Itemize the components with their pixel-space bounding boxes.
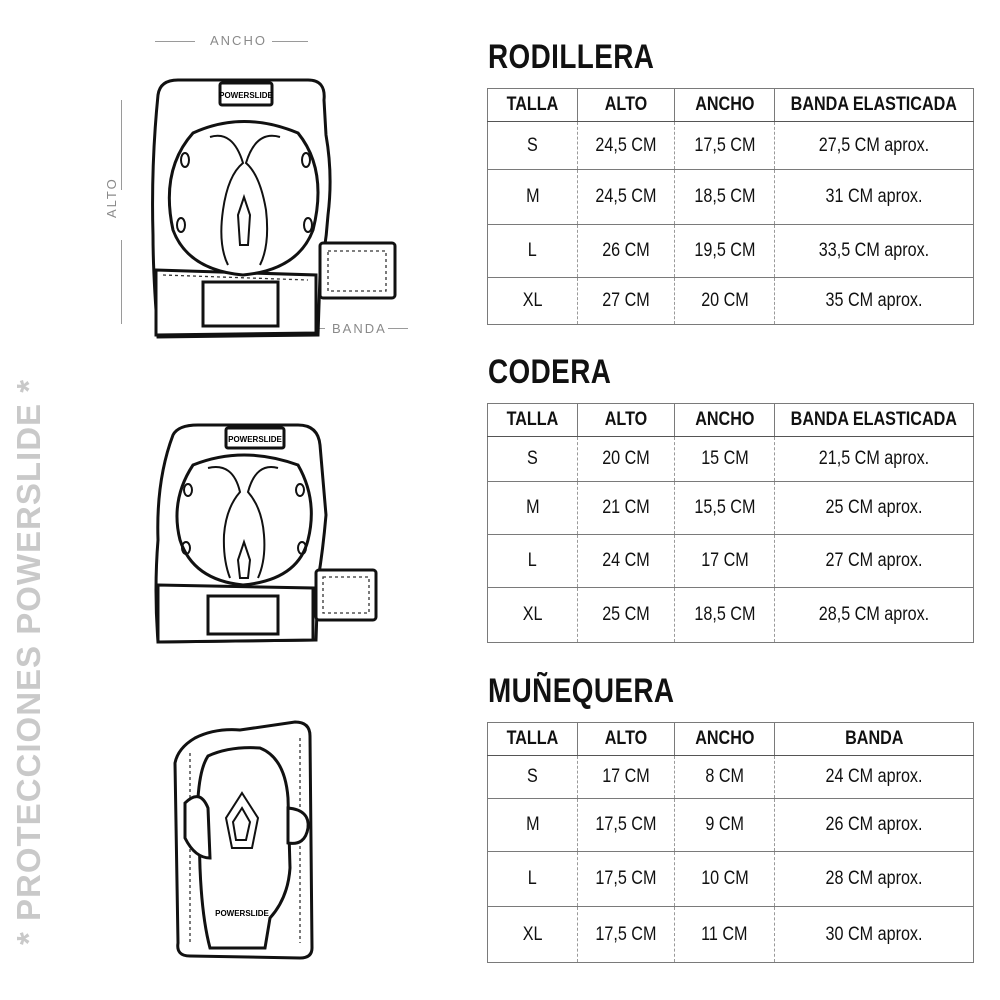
elbow-pad-title: CODERA: [488, 353, 612, 391]
cell-banda: 27,5 CM aprox.: [775, 122, 974, 170]
table-row: [488, 225, 974, 278]
knee-pad-title: RODILLERA: [488, 38, 655, 76]
cell-talla: M: [488, 799, 578, 852]
height-line-top: [121, 100, 122, 190]
wrist-guard-title: MUÑEQUERA: [488, 672, 675, 710]
cell-alto: 17 CM: [578, 756, 675, 799]
cell-banda: 31 CM aprox.: [775, 170, 974, 225]
cell-banda: 21,5 CM aprox.: [775, 437, 974, 482]
cell-alto: 26 CM: [578, 225, 675, 278]
table-row: [488, 588, 974, 643]
header-ancho: ANCHO: [675, 89, 775, 122]
header-talla: TALLA: [488, 89, 578, 122]
cell-alto: 17,5 CM: [578, 799, 675, 852]
wrist-guard-size-table: [487, 722, 974, 963]
cell-ancho: 9 CM: [675, 799, 775, 852]
cell-ancho: 15,5 CM: [675, 482, 775, 535]
table-row: [488, 122, 974, 170]
wrist-guard-illustration: [170, 718, 320, 963]
cell-ancho: 18,5 CM: [675, 170, 775, 225]
cell-talla: XL: [488, 907, 578, 963]
cell-ancho: 15 CM: [675, 437, 775, 482]
cell-banda: 28 CM aprox.: [775, 852, 974, 907]
cell-ancho: 17 CM: [675, 535, 775, 588]
cell-ancho: 10 CM: [675, 852, 775, 907]
width-label: ANCHO: [210, 33, 267, 48]
header-talla: TALLA: [488, 404, 578, 437]
side-label: * PROTECCIONES POWERSLIDE *: [10, 378, 47, 945]
header-ancho: ANCHO: [675, 723, 775, 756]
cell-talla: M: [488, 170, 578, 225]
cell-alto: 24,5 CM: [578, 122, 675, 170]
header-alto: ALTO: [578, 723, 675, 756]
cell-banda: 33,5 CM aprox.: [775, 225, 974, 278]
cell-alto: 17,5 CM: [578, 852, 675, 907]
header-banda: BANDA ELASTICADA: [775, 404, 974, 437]
cell-alto: 27 CM: [578, 278, 675, 325]
cell-ancho: 17,5 CM: [675, 122, 775, 170]
header-alto: ALTO: [578, 404, 675, 437]
table-row: [488, 278, 974, 325]
table-row: [488, 535, 974, 588]
cell-ancho: 19,5 CM: [675, 225, 775, 278]
cell-alto: 21 CM: [578, 482, 675, 535]
brand-print-knee: POWERSLIDE: [219, 91, 273, 100]
width-line-left: [155, 41, 195, 42]
table-row: [488, 756, 974, 799]
knee-pad-size-table: [487, 88, 974, 325]
cell-banda: 30 CM aprox.: [775, 907, 974, 963]
cell-banda: 26 CM aprox.: [775, 799, 974, 852]
cell-ancho: 18,5 CM: [675, 588, 775, 643]
cell-talla: M: [488, 482, 578, 535]
table-header-row: [488, 723, 974, 756]
elbow-pad-size-table: [487, 403, 974, 643]
table-row: [488, 170, 974, 225]
cell-banda: 27 CM aprox.: [775, 535, 974, 588]
width-line-right: [272, 41, 308, 42]
cell-talla: L: [488, 225, 578, 278]
cell-banda: 25 CM aprox.: [775, 482, 974, 535]
cell-ancho: 11 CM: [675, 907, 775, 963]
table-row: [488, 907, 974, 963]
height-line-bottom: [121, 240, 122, 324]
brand-print-elbow: POWERSLIDE: [228, 435, 282, 444]
cell-talla: S: [488, 437, 578, 482]
height-label: ALTO: [104, 177, 119, 218]
table-row: [488, 437, 974, 482]
cell-alto: 24 CM: [578, 535, 675, 588]
table-header-row: [488, 404, 974, 437]
cell-banda: 35 CM aprox.: [775, 278, 974, 325]
table-header-row: [488, 89, 974, 122]
header-banda: BANDA ELASTICADA: [775, 89, 974, 122]
band-label: BANDA: [332, 321, 387, 336]
cell-ancho: 8 CM: [675, 756, 775, 799]
cell-talla: S: [488, 756, 578, 799]
table-row: [488, 799, 974, 852]
cell-talla: L: [488, 852, 578, 907]
cell-alto: 24,5 CM: [578, 170, 675, 225]
header-alto: ALTO: [578, 89, 675, 122]
header-ancho: ANCHO: [675, 404, 775, 437]
table-row: [488, 482, 974, 535]
cell-alto: 20 CM: [578, 437, 675, 482]
knee-pad-illustration: [148, 75, 408, 340]
cell-alto: 17,5 CM: [578, 907, 675, 963]
header-banda: BANDA: [775, 723, 974, 756]
cell-alto: 25 CM: [578, 588, 675, 643]
cell-talla: XL: [488, 278, 578, 325]
cell-banda: 28,5 CM aprox.: [775, 588, 974, 643]
cell-talla: S: [488, 122, 578, 170]
elbow-pad-illustration: [148, 420, 383, 645]
table-row: [488, 852, 974, 907]
cell-banda: 24 CM aprox.: [775, 756, 974, 799]
header-talla: TALLA: [488, 723, 578, 756]
cell-talla: L: [488, 535, 578, 588]
cell-ancho: 20 CM: [675, 278, 775, 325]
cell-talla: XL: [488, 588, 578, 643]
brand-print-wrist: POWERSLIDE: [215, 909, 269, 918]
